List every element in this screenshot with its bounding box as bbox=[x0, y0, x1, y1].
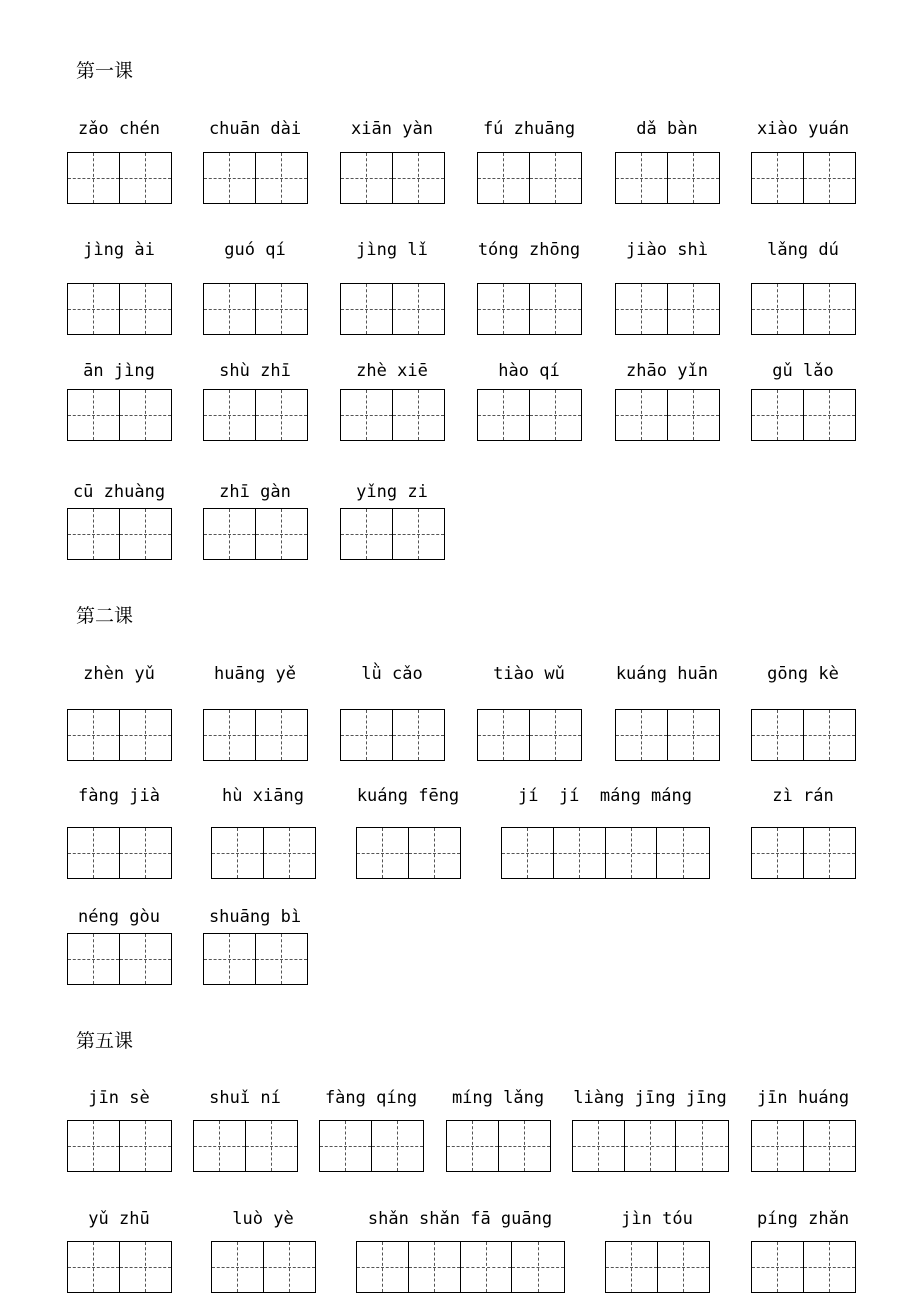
writing-grid bbox=[67, 1241, 172, 1293]
tianzige-cell[interactable] bbox=[393, 284, 445, 334]
tianzige-cell[interactable] bbox=[668, 710, 720, 760]
pinyin-label: fàng qíng bbox=[324, 1088, 418, 1108]
pinyin-label: kuáng fēng bbox=[356, 786, 460, 806]
tianzige-cell[interactable] bbox=[68, 509, 120, 559]
tianzige-cell[interactable] bbox=[409, 1242, 461, 1292]
writing-grid bbox=[67, 152, 172, 204]
writing-grid bbox=[340, 508, 445, 560]
pinyin-label: ān jìng bbox=[83, 361, 155, 381]
tianzige-cell[interactable] bbox=[606, 828, 658, 878]
tianzige-cell[interactable] bbox=[120, 1121, 172, 1171]
tianzige-cell[interactable] bbox=[68, 284, 120, 334]
writing-grid bbox=[446, 1120, 551, 1172]
tianzige-cell[interactable] bbox=[120, 509, 172, 559]
pinyin-label: zǎo chén bbox=[78, 119, 160, 139]
tianzige-cell[interactable] bbox=[804, 710, 856, 760]
writing-grid bbox=[751, 389, 856, 441]
pinyin-label: guó qí bbox=[224, 240, 286, 260]
writing-grid bbox=[615, 283, 720, 335]
writing-grid bbox=[203, 508, 308, 560]
tianzige-cell[interactable] bbox=[120, 284, 172, 334]
tianzige-cell[interactable] bbox=[668, 390, 720, 440]
writing-grid bbox=[751, 152, 856, 204]
pinyin-label: jìn tóu bbox=[621, 1209, 693, 1229]
pinyin-label: zhèn yǔ bbox=[83, 664, 155, 684]
tianzige-cell[interactable] bbox=[530, 153, 582, 203]
pinyin-label: luò yè bbox=[232, 1209, 294, 1229]
tianzige-cell[interactable] bbox=[68, 390, 120, 440]
pinyin-label: shuāng bì bbox=[208, 907, 302, 927]
tianzige-cell[interactable] bbox=[357, 1242, 409, 1292]
pinyin-label: píng zhǎn bbox=[756, 1209, 850, 1229]
tianzige-cell[interactable] bbox=[530, 284, 582, 334]
tianzige-cell[interactable] bbox=[256, 390, 308, 440]
tianzige-cell[interactable] bbox=[499, 1121, 551, 1171]
pinyin-label: tóng zhōng bbox=[477, 240, 581, 260]
writing-grid bbox=[67, 283, 172, 335]
writing-grid bbox=[605, 1241, 710, 1293]
writing-grid bbox=[477, 283, 582, 335]
tianzige-cell[interactable] bbox=[752, 153, 804, 203]
tianzige-cell[interactable] bbox=[502, 828, 554, 878]
writing-grid bbox=[203, 389, 308, 441]
tianzige-cell[interactable] bbox=[264, 1242, 316, 1292]
pinyin-label: gōng kè bbox=[767, 664, 839, 684]
pinyin-label: yǔ zhū bbox=[88, 1209, 150, 1229]
writing-grid bbox=[751, 827, 856, 879]
pinyin-label: néng gòu bbox=[78, 907, 160, 927]
tianzige-cell[interactable] bbox=[804, 1242, 856, 1292]
tianzige-cell[interactable] bbox=[752, 710, 804, 760]
pinyin-label: xiān yàn bbox=[351, 119, 433, 139]
tianzige-cell[interactable] bbox=[804, 1121, 856, 1171]
tianzige-cell[interactable] bbox=[530, 710, 582, 760]
pinyin-label: liàng jīng jīng bbox=[573, 1088, 727, 1108]
tianzige-cell[interactable] bbox=[752, 284, 804, 334]
writing-grid bbox=[67, 709, 172, 761]
pinyin-label: zhè xiē bbox=[356, 361, 428, 381]
tianzige-cell[interactable] bbox=[68, 1121, 120, 1171]
writing-grid bbox=[211, 1241, 316, 1293]
tianzige-cell[interactable] bbox=[246, 1121, 298, 1171]
writing-grid bbox=[615, 152, 720, 204]
tianzige-cell[interactable] bbox=[752, 390, 804, 440]
tianzige-cell[interactable] bbox=[606, 1242, 658, 1292]
writing-grid bbox=[203, 283, 308, 335]
tianzige-cell[interactable] bbox=[341, 509, 393, 559]
writing-grid bbox=[340, 709, 445, 761]
pinyin-label: zhāo yǐn bbox=[626, 361, 708, 381]
writing-grid bbox=[203, 933, 308, 985]
writing-grid bbox=[751, 1241, 856, 1293]
tianzige-cell[interactable] bbox=[804, 390, 856, 440]
tianzige-cell[interactable] bbox=[68, 153, 120, 203]
tianzige-cell[interactable] bbox=[120, 390, 172, 440]
writing-grid bbox=[340, 389, 445, 441]
writing-grid bbox=[615, 709, 720, 761]
tianzige-cell[interactable] bbox=[393, 710, 445, 760]
tianzige-cell[interactable] bbox=[120, 710, 172, 760]
tianzige-cell[interactable] bbox=[212, 1242, 264, 1292]
tianzige-cell[interactable] bbox=[120, 1242, 172, 1292]
writing-grid bbox=[501, 827, 710, 879]
tianzige-cell[interactable] bbox=[320, 1121, 372, 1171]
tianzige-cell[interactable] bbox=[393, 390, 445, 440]
tianzige-cell[interactable] bbox=[341, 390, 393, 440]
pinyin-label: tiào wǔ bbox=[493, 664, 565, 684]
writing-grid bbox=[356, 827, 461, 879]
tianzige-cell[interactable] bbox=[256, 284, 308, 334]
writing-grid bbox=[751, 709, 856, 761]
writing-grid bbox=[211, 827, 316, 879]
tianzige-cell[interactable] bbox=[256, 509, 308, 559]
writing-grid bbox=[751, 283, 856, 335]
tianzige-cell[interactable] bbox=[68, 934, 120, 984]
tianzige-cell[interactable] bbox=[804, 153, 856, 203]
pinyin-label: jí jí máng máng bbox=[518, 786, 692, 806]
pinyin-label: huāng yě bbox=[214, 664, 296, 684]
writing-grid bbox=[67, 933, 172, 985]
pinyin-label: fàng jià bbox=[78, 786, 160, 806]
tianzige-cell[interactable] bbox=[68, 710, 120, 760]
tianzige-cell[interactable] bbox=[752, 828, 804, 878]
pinyin-label: jīn sè bbox=[88, 1088, 150, 1108]
pinyin-label: shuǐ ní bbox=[209, 1088, 281, 1108]
pinyin-label: jìng lǐ bbox=[356, 240, 428, 260]
tianzige-cell[interactable] bbox=[212, 828, 264, 878]
tianzige-cell[interactable] bbox=[478, 390, 530, 440]
tianzige-cell[interactable] bbox=[256, 710, 308, 760]
pinyin-label: hù xiāng bbox=[222, 786, 304, 806]
tianzige-cell[interactable] bbox=[668, 153, 720, 203]
tianzige-cell[interactable] bbox=[478, 284, 530, 334]
writing-grid bbox=[356, 1241, 565, 1293]
pinyin-label: míng lǎng bbox=[451, 1088, 545, 1108]
tianzige-cell[interactable] bbox=[204, 284, 256, 334]
tianzige-cell[interactable] bbox=[804, 828, 856, 878]
tianzige-cell[interactable] bbox=[341, 284, 393, 334]
writing-grid bbox=[203, 709, 308, 761]
writing-grid bbox=[477, 709, 582, 761]
pinyin-label: gǔ lǎo bbox=[772, 361, 834, 381]
tianzige-cell[interactable] bbox=[204, 390, 256, 440]
tianzige-cell[interactable] bbox=[530, 390, 582, 440]
tianzige-cell[interactable] bbox=[341, 153, 393, 203]
lesson-title: 第一课 bbox=[76, 60, 134, 82]
tianzige-cell[interactable] bbox=[68, 1242, 120, 1292]
tianzige-cell[interactable] bbox=[264, 828, 316, 878]
tianzige-cell[interactable] bbox=[461, 1242, 513, 1292]
writing-grid bbox=[67, 1120, 172, 1172]
tianzige-cell[interactable] bbox=[120, 934, 172, 984]
tianzige-cell[interactable] bbox=[409, 828, 461, 878]
pinyin-label: hào qí bbox=[498, 361, 560, 381]
tianzige-cell[interactable] bbox=[657, 828, 709, 878]
writing-grid bbox=[751, 1120, 856, 1172]
writing-grid bbox=[193, 1120, 298, 1172]
pinyin-label: jiào shì bbox=[626, 240, 708, 260]
tianzige-cell[interactable] bbox=[393, 509, 445, 559]
tianzige-cell[interactable] bbox=[512, 1242, 564, 1292]
writing-grid bbox=[67, 508, 172, 560]
tianzige-cell[interactable] bbox=[804, 284, 856, 334]
writing-grid bbox=[203, 152, 308, 204]
tianzige-cell[interactable] bbox=[616, 390, 668, 440]
tianzige-cell[interactable] bbox=[554, 828, 606, 878]
tianzige-cell[interactable] bbox=[752, 1121, 804, 1171]
tianzige-cell[interactable] bbox=[393, 153, 445, 203]
tianzige-cell[interactable] bbox=[256, 934, 308, 984]
tianzige-cell[interactable] bbox=[120, 828, 172, 878]
writing-grid bbox=[572, 1120, 729, 1172]
tianzige-cell[interactable] bbox=[668, 284, 720, 334]
tianzige-cell[interactable] bbox=[573, 1121, 625, 1171]
lesson-title: 第二课 bbox=[76, 605, 134, 627]
tianzige-cell[interactable] bbox=[616, 710, 668, 760]
tianzige-cell[interactable] bbox=[357, 828, 409, 878]
tianzige-cell[interactable] bbox=[676, 1121, 728, 1171]
tianzige-cell[interactable] bbox=[68, 828, 120, 878]
pinyin-label: xiào yuán bbox=[756, 119, 850, 139]
tianzige-cell[interactable] bbox=[341, 710, 393, 760]
tianzige-cell[interactable] bbox=[478, 153, 530, 203]
tianzige-cell[interactable] bbox=[447, 1121, 499, 1171]
writing-grid bbox=[615, 389, 720, 441]
tianzige-cell[interactable] bbox=[204, 153, 256, 203]
pinyin-label: dǎ bàn bbox=[636, 119, 698, 139]
tianzige-cell[interactable] bbox=[478, 710, 530, 760]
writing-grid bbox=[340, 152, 445, 204]
tianzige-cell[interactable] bbox=[658, 1242, 710, 1292]
pinyin-label: shù zhī bbox=[219, 361, 291, 381]
writing-grid bbox=[67, 389, 172, 441]
tianzige-cell[interactable] bbox=[204, 934, 256, 984]
writing-grid bbox=[477, 389, 582, 441]
tianzige-cell[interactable] bbox=[616, 284, 668, 334]
pinyin-label: zì rán bbox=[772, 786, 834, 806]
tianzige-cell[interactable] bbox=[625, 1121, 677, 1171]
pinyin-label: yǐng zi bbox=[356, 482, 428, 502]
tianzige-cell[interactable] bbox=[194, 1121, 246, 1171]
lesson-title: 第五课 bbox=[76, 1030, 134, 1052]
tianzige-cell[interactable] bbox=[204, 509, 256, 559]
pinyin-label: lǎng dú bbox=[767, 240, 839, 260]
pinyin-label: fú zhuāng bbox=[482, 119, 576, 139]
tianzige-cell[interactable] bbox=[372, 1121, 424, 1171]
pinyin-label: chuān dài bbox=[208, 119, 302, 139]
pinyin-label: zhī gàn bbox=[219, 482, 291, 502]
pinyin-label: cū zhuàng bbox=[72, 482, 166, 502]
pinyin-label: shǎn shǎn fā guāng bbox=[367, 1209, 553, 1229]
writing-grid bbox=[477, 152, 582, 204]
tianzige-cell[interactable] bbox=[616, 153, 668, 203]
tianzige-cell[interactable] bbox=[120, 153, 172, 203]
pinyin-label: jìng ài bbox=[83, 240, 155, 260]
writing-grid bbox=[67, 827, 172, 879]
pinyin-label: jīn huáng bbox=[756, 1088, 850, 1108]
tianzige-cell[interactable] bbox=[256, 153, 308, 203]
pinyin-label: kuáng huān bbox=[615, 664, 719, 684]
pinyin-label: lǜ cǎo bbox=[361, 664, 423, 684]
writing-grid bbox=[319, 1120, 424, 1172]
tianzige-cell[interactable] bbox=[204, 710, 256, 760]
tianzige-cell[interactable] bbox=[752, 1242, 804, 1292]
writing-grid bbox=[340, 283, 445, 335]
